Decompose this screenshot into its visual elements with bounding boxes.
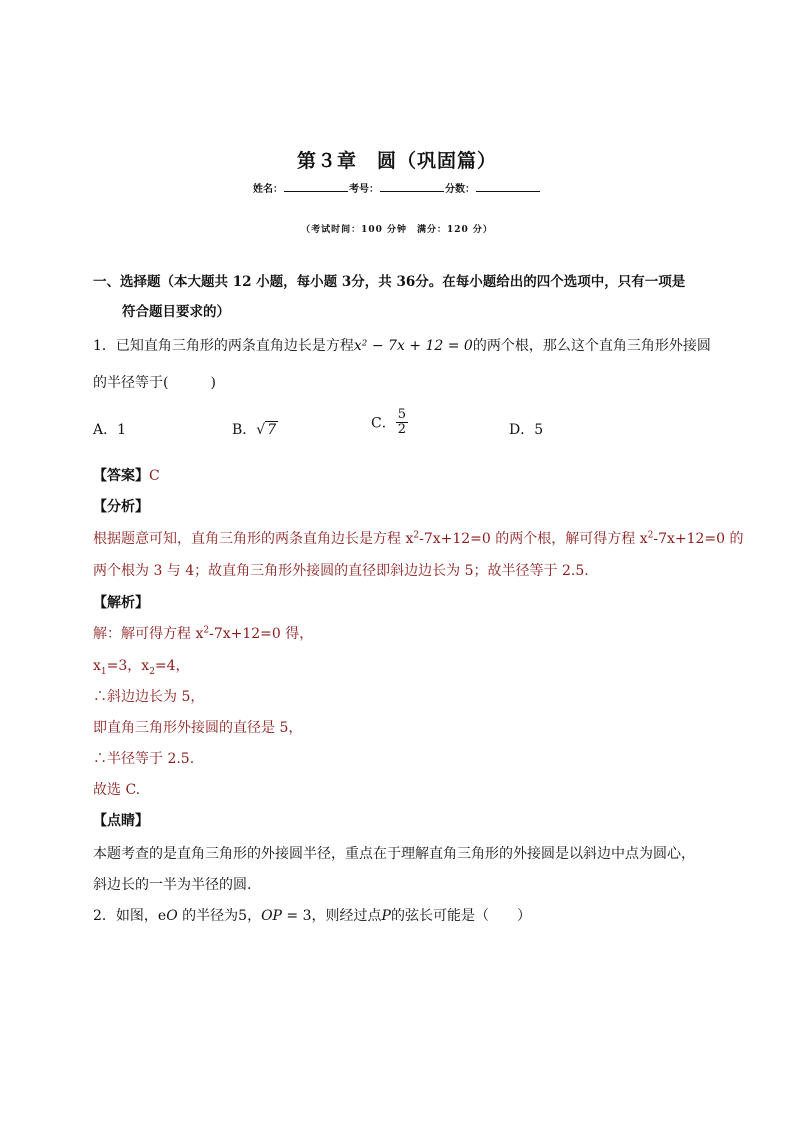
analysis-text-c: -7x+12=0 的 [653, 531, 744, 547]
solution-line5: ∴半径等于 2.5. [93, 751, 195, 767]
solution-line3: ∴斜边边长为 5， [93, 689, 205, 705]
score-label: 分数： [445, 184, 475, 195]
analysis-line2: 两个根为 3 与 4；故直角三角形外接圆的直径即斜边边长为 5；故半径等于 2.5. [93, 563, 589, 579]
q1-option-b-label: B． [232, 422, 257, 438]
q2-o: O [166, 908, 178, 924]
solution-line1: 解：解可得方程 $x^2-7x+12=0$ 得， [93, 625, 314, 642]
fraction [396, 408, 408, 437]
solution-line4: 即直角三角形外接圆的直径是 5， [93, 720, 303, 736]
analysis-text-b: -7x+12=0 的两个根，解可得方程 x [419, 531, 648, 547]
solution-label: 【解析】 [93, 595, 149, 611]
q2-p: P [381, 908, 391, 924]
analysis-line1: 根据题意可知，直角三角形的两条直角边长是方程 $x^2-7x+12=0$ 的两个根，解可得方程 $x^2-7x+12=0$ 的 [93, 530, 744, 547]
q2-op-value: 3 [302, 908, 312, 924]
sqrt-symbol: √ 7 [256, 422, 277, 438]
q1-stem-b: 的两个根，那么这个直角三角形外接圆 [472, 338, 711, 354]
solution-line6: 故选 C. [93, 782, 141, 798]
exam-no-label: 考号： [349, 184, 379, 195]
q1-equation: x² − 7x + 12 = 0 [353, 338, 473, 354]
q1-option-d: D．5 [509, 422, 544, 438]
score-blank [476, 181, 540, 192]
q1-option-b-radicand: 7 [267, 422, 277, 438]
q2-text-e: ，则经过点 [311, 908, 382, 924]
name-blank [284, 181, 348, 192]
analysis-label: 【分析】 [93, 499, 149, 515]
q2-text-f: 的弦长可能是（ ） [390, 908, 531, 924]
q1-stem-line1 [93, 335, 711, 355]
q2-radius: 5 [238, 908, 248, 924]
fraction-denominator: 2 [397, 422, 406, 437]
section-heading: 一、选择题（本大题共 12 小题，每小题 3分，共 36分。在每小题给出的四个选项中，只有一项是 [93, 274, 686, 290]
solution-x1: x [93, 658, 101, 674]
student-info-line [0, 180, 794, 195]
analysis-text-a: 根据题意可知，直角三角形的两条直角边长是方程 x [93, 531, 414, 547]
page-title: 第３章 圆（巩固篇） [296, 150, 497, 172]
name-label: 姓名： [253, 184, 283, 195]
answer-label: 【答案】 [93, 468, 149, 484]
q1-stem-line2: 的半径等于( ) [93, 375, 216, 391]
answer-value: C [149, 468, 160, 484]
circle-symbol: e [157, 908, 167, 924]
section-heading-cont: 符合题目要求的） [122, 304, 230, 320]
q2-text-b: 的半径为 [177, 908, 239, 924]
comment-line2: 斜边长的一半为半径的圆. [93, 877, 252, 893]
q2-op: OP [261, 908, 282, 924]
answer-row [93, 465, 160, 485]
fraction-numerator: 5 [397, 407, 406, 422]
q2-equals: = [281, 908, 303, 924]
q1-option-b [232, 419, 278, 439]
q1-stem-a: 1．已知直角三角形的两条直角边长是方程 [93, 338, 354, 354]
comment-label: 【点睛】 [93, 813, 149, 829]
exam-no-blank [380, 181, 444, 192]
solution-x2: =3，x [106, 658, 150, 674]
q1-option-c-label: C． [371, 415, 396, 432]
solution-text-a: 解：解可得方程 x [93, 626, 204, 642]
q2-text-a: 2．如图， [93, 908, 158, 924]
solution-text-b: -7x+12=0 得， [209, 626, 314, 642]
q2-text-c: ， [247, 908, 262, 924]
solution-line2: $x_1=3$，$x_2=4$， [93, 658, 190, 677]
exam-note: （考试时间：100 分钟 满分：120 分） [301, 225, 493, 235]
q2-stem [93, 905, 531, 925]
q1-option-a: A．1 [93, 422, 127, 438]
comment-line1: 本题考查的是直角三角形的外接圆半径，重点在于理解直角三角形的外接圆是以斜边中点为圆心， [93, 846, 695, 862]
solution-x2-val: =4， [154, 658, 190, 674]
q1-option-c [371, 408, 408, 437]
